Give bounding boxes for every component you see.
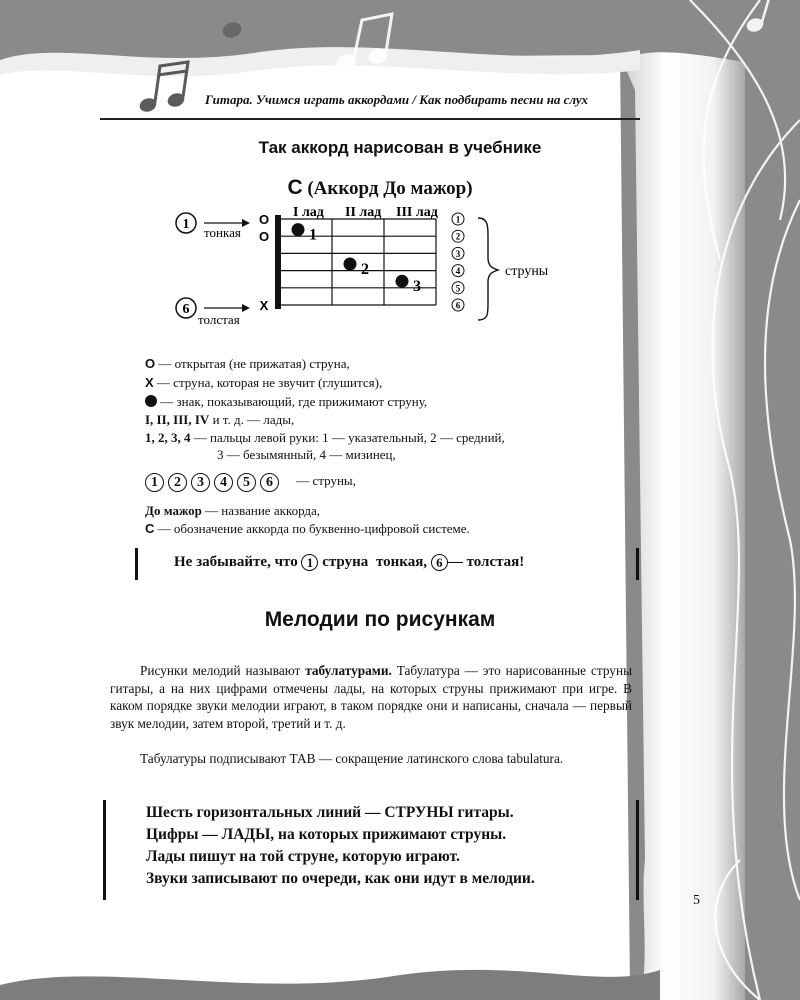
legend-text: — струны, <box>296 473 356 489</box>
fret-label: I лад <box>293 205 324 220</box>
arrow-head-icon <box>242 219 250 227</box>
string-circle: 3 <box>191 473 210 492</box>
string-circle: 5 <box>237 473 256 492</box>
reminder-callout <box>135 548 639 580</box>
open-string-mark: O <box>258 212 270 227</box>
fret-label: II лад <box>345 205 382 220</box>
thin-label: тонкая <box>204 225 241 240</box>
chord-name: (Аккорд До мажор) <box>307 178 473 199</box>
strings-label: струны <box>505 264 549 279</box>
string-number: 4 <box>455 266 461 277</box>
para-text: Табулатура — это нарисованные струны гитары, а на них цифрами отмечены лады, на которых струны прижимают при игре. В каком порядке звуки мелодии играют, в таком порядке они и написаны, сначала — первый звук мелодии, затем второй, третий и т. д. <box>110 663 632 731</box>
header-divider <box>100 118 640 120</box>
rule-line: Звуки записывают по очереди, как они идут в мелодии. <box>146 870 535 887</box>
thin-string-number: 1 <box>182 217 190 232</box>
legend-letter <box>145 521 470 537</box>
finger-dot <box>292 223 305 236</box>
paragraph-2: Табулатуры подписывают ТАВ — сокращение латинского слова tabulatura. <box>140 751 564 766</box>
legend-dot <box>145 394 427 410</box>
legend-text: — знак, показывающий, где прижимают струну, <box>160 394 428 409</box>
page-number: 5 <box>693 893 700 908</box>
string-number: 2 <box>455 231 461 242</box>
rule-line: Цифры — ЛАДЫ, на которых прижимают струны. <box>146 826 507 843</box>
legend-name <box>145 503 320 519</box>
fret-label: III лад <box>396 205 438 220</box>
legend-strings <box>145 473 356 492</box>
legend-fingers <box>145 430 505 446</box>
string-circle: 6 <box>260 473 279 492</box>
legend-frets <box>145 412 294 428</box>
name-symbol: До мажор <box>145 503 202 518</box>
rule-line: Шесть горизонтальных линий — СТРУНЫ гитары. <box>146 804 514 821</box>
legend-open <box>145 356 350 372</box>
paragraph-1 <box>110 662 632 732</box>
string-circle: 4 <box>214 473 233 492</box>
para-text: Рисунки мелодий называют <box>140 663 306 678</box>
finger-dot <box>396 275 409 288</box>
mute-symbol: X <box>145 375 154 390</box>
finger-number: 1 <box>309 226 317 244</box>
legend-text: — обозначение аккорда по буквенно-цифровой системе. <box>157 521 470 536</box>
legend-text: — открытая (не прижатая) струна, <box>158 356 350 371</box>
legend-text: — пальцы левой руки: 1 — указательный, 2 — средний, <box>193 430 505 445</box>
letter-symbol: C <box>145 521 155 536</box>
string-circle: 6 <box>431 554 448 571</box>
legend-fingers-cont: 3 — безымянный, 4 — мизинец, <box>217 447 396 462</box>
string-number: 6 <box>455 300 461 311</box>
open-symbol: O <box>145 356 156 371</box>
finger-number: 3 <box>413 278 421 296</box>
open-string-mark: O <box>258 229 270 245</box>
nut <box>275 215 281 309</box>
string-number: 3 <box>455 248 461 259</box>
thick-string-number: 6 <box>182 302 190 317</box>
legend-text: — струна, которая не звучит (глушится), <box>156 375 383 390</box>
arrow-head-icon <box>242 304 250 312</box>
para-bold-term: табулатурами. <box>305 663 392 678</box>
finger-dot-icon <box>145 395 157 407</box>
string-circle: 1 <box>145 473 164 492</box>
string-circle: 1 <box>301 554 318 571</box>
string-circle: 2 <box>168 473 187 492</box>
string-number: 1 <box>455 214 461 225</box>
reminder-part: Не забывайте, что <box>174 554 298 570</box>
section-title-chord: Так аккорд нарисован в учебнике <box>258 138 542 157</box>
running-header: Гитара. Учимся играть аккордами / Как подбирать песни на слух <box>205 92 589 107</box>
fretboard-grid <box>259 212 464 313</box>
strings-brace <box>478 218 498 320</box>
section-title-melodies: Мелодии по рисункам <box>264 608 496 631</box>
legend-text: и т. д. — лады, <box>212 412 295 427</box>
reminder-text <box>174 554 524 571</box>
frets-symbol: I, II, III, IV <box>145 412 210 427</box>
finger-dot <box>344 258 357 271</box>
legend-mute <box>145 375 382 391</box>
reminder-part: струна тонкая, <box>322 554 428 570</box>
rule-line: Лады пишут на той струне, которую играют. <box>146 848 460 865</box>
string-number: 5 <box>455 283 461 294</box>
thick-label: толстая <box>198 312 240 327</box>
rules-callout <box>103 800 639 900</box>
reminder-part: — толстая! <box>447 554 525 570</box>
fingers-symbol: 1, 2, 3, 4 <box>145 430 191 445</box>
chord-diagram <box>160 196 580 341</box>
finger-number: 2 <box>361 261 369 278</box>
muted-string-mark: X <box>259 298 269 313</box>
legend-text: — название аккорда, <box>205 503 321 518</box>
chord-letter: C <box>287 176 303 199</box>
